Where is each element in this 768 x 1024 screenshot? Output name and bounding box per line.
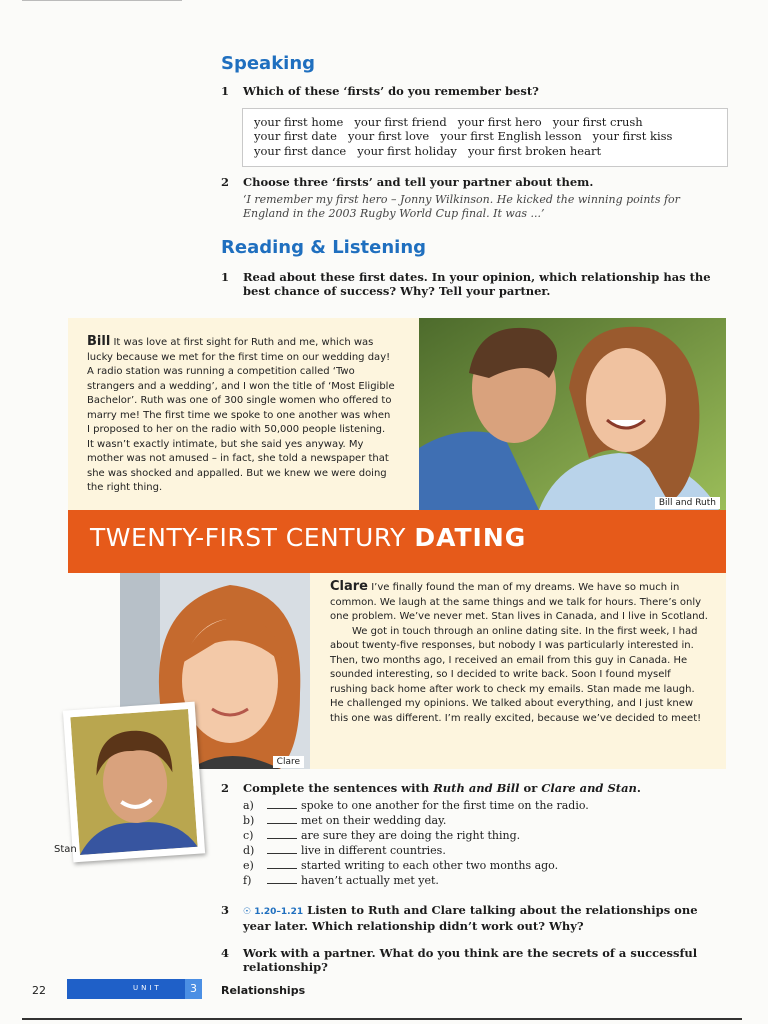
firsts-row [254,115,654,129]
sentence-item [243,799,589,814]
firsts-box [242,108,728,167]
reading-q1-number: 1 [221,270,230,284]
q2-option-ruth-bill: Ruth and Bill [433,781,520,795]
firsts-item: your first holiday [357,144,457,158]
top-rule [22,0,182,1]
bill-story [87,335,395,496]
unit-label: UNIT [133,984,162,992]
sentence-label: a) [243,799,254,812]
answer-blank[interactable] [267,844,297,854]
reading-q3 [243,903,723,933]
sentence-label: f) [243,874,252,887]
bill-text: It was love at first sight for Ruth and me, which was lucky because we met for the first time on our wedding day! A radio station was running a competition called ‘Two strangers and a wedding’, and I won the title of ‘Most Eligible Bachelor’. Ruth was one of 300 single women who offered to marry me! The first time we spoke to one another was when I proposed to her on the radio with 50,000 people listening. It wasn’t exactly intimate, but she said yes anyway. My mother was not amused – in fact, she told a newspaper that she was shocked and appalled. But we knew we were doing the right thing. [87,337,395,493]
q2-text-pre: Complete the sentences with [243,781,434,795]
reading-heading: Reading & Listening [221,237,427,258]
answer-blank[interactable] [267,874,297,884]
audio-track-number: 1.20–1.21 [254,907,304,917]
page-number: 22 [32,984,46,997]
sentence-text: are sure they are doing the right thing. [301,829,521,842]
firsts-item: your first broken heart [467,144,602,158]
sentence-item [243,874,439,889]
stan-illustration [70,709,197,855]
reading-q3-number: 3 [221,903,230,917]
q2-text-mid: or [519,781,542,795]
firsts-row [254,129,683,143]
couple-illustration [419,318,726,510]
sentence-text: spoke to one another for the first time on the radio. [301,799,589,812]
reading-q2-text [243,781,723,795]
bottom-rule [22,1018,742,1020]
speaking-q2-text: Choose three ‘firsts’ and tell your partner about them. [243,175,594,189]
reading-q4-number: 4 [221,946,230,960]
banner-title-bold: DATING [414,523,527,552]
sentence-label: e) [243,859,254,872]
answer-blank[interactable] [267,799,297,809]
answer-blank[interactable] [267,829,297,839]
sentence-text: live in different countries. [301,844,446,857]
firsts-item: your first crush [552,115,643,129]
unit-number: 3 [185,979,202,999]
sentence-label: d) [243,844,255,857]
sentence-label: b) [243,814,255,827]
answer-blank[interactable] [267,814,297,824]
sentence-item [243,814,446,829]
bill-and-ruth-photo [419,318,726,510]
clare-story [330,580,710,726]
speaking-heading: Speaking [221,53,316,74]
speaking-q2-example: ‘I remember my first hero – Jonny Wilkinson. He kicked the winning points for England in the 2003 Rugby World Cup final. It was ...’ [243,193,680,220]
dating-banner [68,510,726,573]
stan-caption: Stan [54,844,77,855]
firsts-item: your first love [347,129,430,143]
answer-blank[interactable] [267,859,297,869]
bill-name: Bill [87,334,111,349]
reading-q1-text: Read about these first dates. In your opinion, which relationship has the best chance of success? Why? Tell your partner. [243,270,711,298]
firsts-item: your first dance [254,144,347,158]
firsts-row [254,144,612,158]
sentence-text: met on their wedding day. [301,814,447,827]
clare-caption: Clare [273,756,304,768]
sentence-item [243,844,446,859]
sentence-item [243,859,558,874]
sentence-label: c) [243,829,254,842]
speaking-q1-number: 1 [221,84,230,98]
firsts-item: your first date [254,129,337,143]
chapter-title: Relationships [221,984,306,997]
sentence-item [243,829,520,844]
firsts-item: your first home [254,115,344,129]
speaking-q1-text: Which of these ‘firsts’ do you remember best? [243,84,539,98]
clare-text-p2: We got in touch through an online dating site. In the first week, I had about twenty-five responses, but nobody I was particularly interested in. Then, two months ago, I received an email from this guy in Canada. He sounded interesting, so I decided to write back. Soon I found myself rushing back home after work to check my emails. Stan made me laugh. He challenged my opinions. We talked about everything, and I just knew this one was different. I’m really excited, because we’ve decided to meet! [330,625,702,724]
firsts-item: your first friend [354,115,447,129]
sentence-text: haven’t actually met yet. [301,874,439,887]
banner-title [90,523,526,552]
reading-q4-text: Work with a partner. What do you think are the secrets of a successful relationship? [243,946,698,974]
q2-option-clare-stan: Clare and Stan [541,781,637,795]
stan-photo [63,702,205,863]
bill-ruth-caption: Bill and Ruth [655,497,720,509]
sentence-text: started writing to each other two months ago. [301,859,559,872]
reading-q3-text: Listen to Ruth and Clare talking about the relationships one year later. Which relationship didn’t work out? Why? [243,903,698,933]
unit-bar [67,979,185,999]
firsts-item: your first English lesson [440,129,582,143]
clare-name: Clare [330,579,368,594]
speaking-q2-number: 2 [221,175,230,189]
firsts-item: your first hero [457,115,542,129]
reading-q2-number: 2 [221,781,230,795]
q2-text-end: . [636,781,641,795]
firsts-item: your first kiss [592,129,673,143]
audio-track-icon[interactable]: ☉ 1.20–1.21 [243,907,304,917]
clare-text-p1: I’ve finally found the man of my dreams. We have so much in common. We laugh at the same things and we talk for hours. There’s only one problem. We’ve never met. Stan lives in Canada, and I live in Scotland. [330,582,708,622]
banner-title-light: TWENTY-FIRST CENTURY [90,523,415,552]
